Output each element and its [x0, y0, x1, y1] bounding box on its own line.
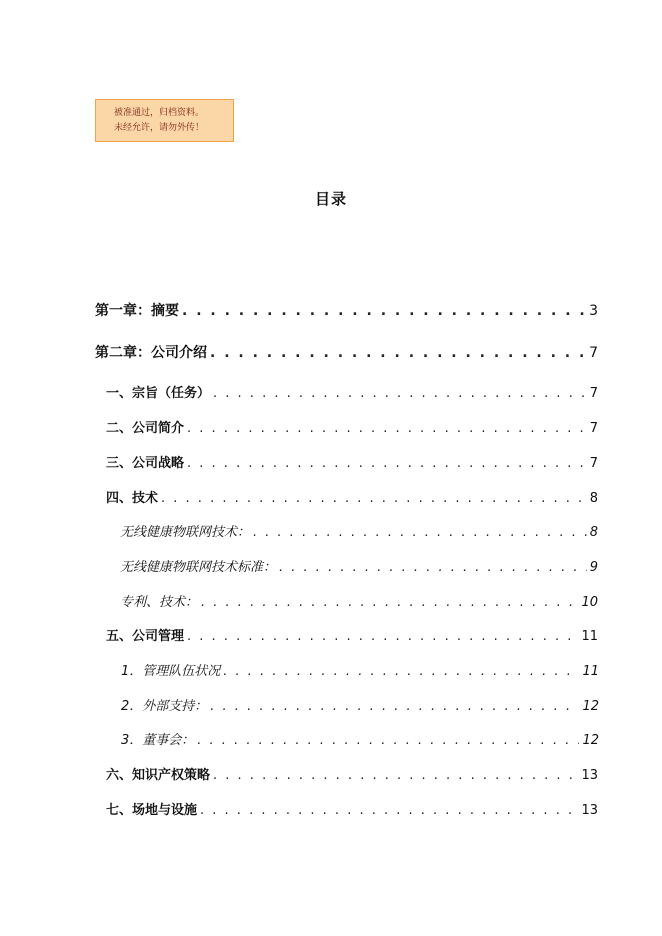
toc-entry[interactable] [106, 452, 598, 471]
page-title: 目录 [314, 190, 347, 208]
toc-entry-label: 五、公司管理 [106, 629, 185, 644]
toc-entry[interactable] [121, 695, 599, 714]
toc-entry[interactable] [106, 417, 598, 436]
toc-entry[interactable] [120, 521, 598, 540]
toc-leader-dots [197, 733, 579, 748]
toc-entry-label: 七、场地与设施 [106, 803, 198, 818]
toc-entry-label: 二、公司简介 [106, 421, 185, 436]
toc-entry-label: 三、公司战略 [106, 456, 185, 471]
toc-entry-page: 7 [589, 421, 598, 436]
toc-entry-label: 无线健康物联网技术标准： [120, 560, 277, 575]
toc-entry-page: 12 [582, 699, 599, 714]
notice-line-2: 未经允许，请勿外传！ [114, 123, 205, 133]
toc-entry[interactable] [106, 799, 598, 818]
toc-entry-label: 六、知识产权策略 [106, 768, 211, 783]
toc-entry-label: 一、宗旨（任务） [106, 386, 211, 401]
toc-leader-dots [187, 629, 578, 644]
toc-leader-dots [187, 456, 587, 471]
toc-entry[interactable] [106, 382, 598, 401]
toc-leader-dots [200, 803, 578, 818]
toc-leader-dots [253, 525, 587, 540]
toc-entry[interactable] [106, 625, 598, 644]
toc-entry-label: 第二章：公司介绍 [95, 345, 207, 361]
toc-entry[interactable] [121, 660, 599, 679]
toc-leader-dots [213, 768, 578, 783]
toc-leader-dots [161, 491, 587, 506]
toc-leader-dots [210, 699, 579, 714]
toc-entry[interactable] [120, 591, 598, 610]
toc-entry[interactable] [106, 487, 598, 506]
toc-entry-page: 8 [589, 525, 598, 540]
toc-entry-label: 3．董事会： [121, 733, 195, 748]
toc-entry[interactable] [95, 342, 598, 362]
toc-entry-page: 8 [589, 491, 598, 506]
toc-entry-page: 11 [581, 629, 598, 644]
toc-entry[interactable] [95, 300, 598, 320]
toc-entry-label: 四、技术 [106, 491, 159, 506]
toc-entry-page: 12 [582, 733, 599, 748]
toc-leader-dots [187, 421, 587, 436]
toc-leader-dots [213, 386, 587, 401]
toc-entry-page: 13 [581, 768, 598, 783]
toc-leader-dots [223, 664, 579, 679]
toc-entry[interactable] [121, 729, 599, 748]
notice-line-1: 被准通过，归档资料。 [114, 108, 205, 118]
toc-entry-page: 7 [589, 345, 598, 361]
confidential-notice-stamp [95, 99, 234, 142]
toc-entry[interactable] [106, 764, 598, 783]
toc-entry-page: 9 [589, 560, 598, 575]
toc-leader-dots [182, 303, 586, 319]
toc-entry-label: 第一章：摘要 [95, 303, 179, 319]
toc-entry-page: 7 [589, 386, 598, 401]
toc-entry-page: 7 [589, 456, 598, 471]
toc-leader-dots [279, 560, 587, 575]
toc-entry-label: 1．管理队伍状况 [121, 664, 221, 679]
toc-leader-dots [201, 595, 578, 610]
toc-entry-label: 无线健康物联网技术： [120, 525, 251, 540]
toc-entry[interactable] [120, 556, 598, 575]
toc-leader-dots [210, 345, 586, 361]
toc-entry-label: 专利、技术： [120, 595, 199, 610]
toc-entry-page: 13 [581, 803, 598, 818]
toc-entry-page: 11 [582, 664, 599, 679]
toc-entry-label: 2．外部支持： [121, 699, 208, 714]
toc-entry-page: 10 [581, 595, 598, 610]
toc-entry-page: 3 [589, 303, 598, 319]
